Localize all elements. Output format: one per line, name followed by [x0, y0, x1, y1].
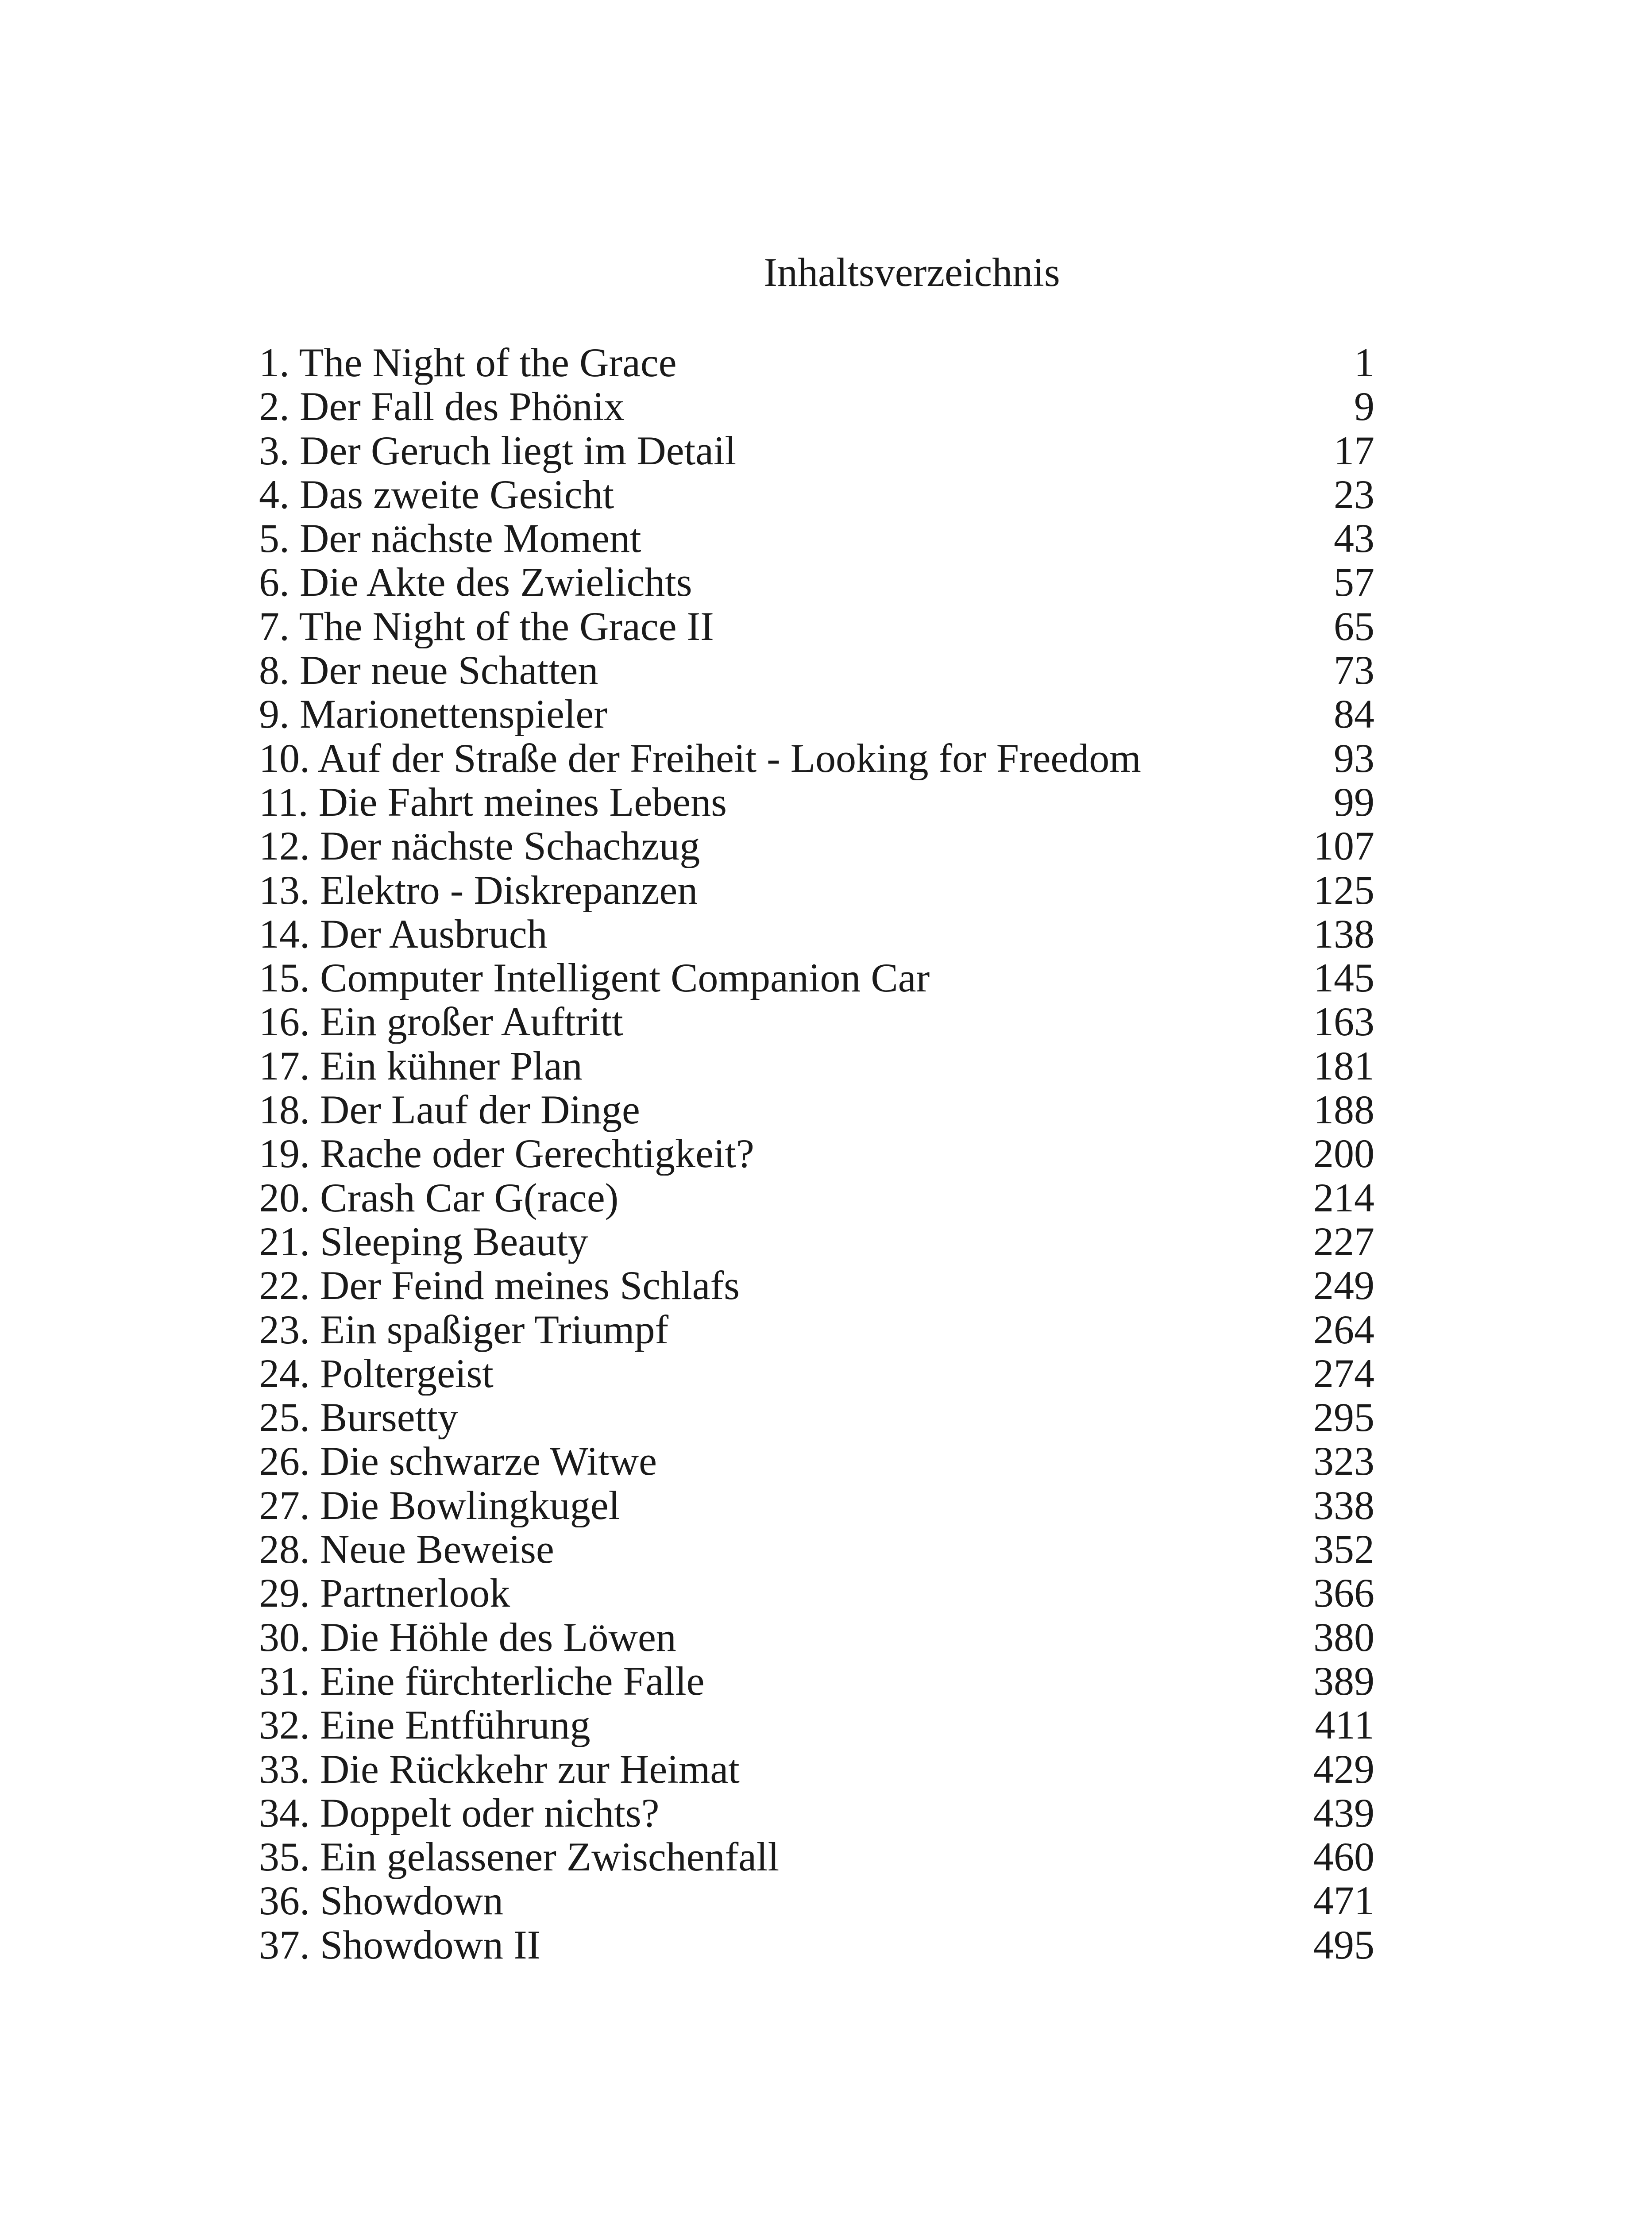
toc-entry-title: 4. Das zweite Gesicht — [259, 472, 614, 517]
toc-entry-page-number: 188 — [1313, 1087, 1374, 1133]
toc-entry — [259, 692, 1374, 736]
toc-entry — [259, 1176, 1374, 1220]
toc-entry — [259, 1396, 1374, 1439]
toc-entry-title: 11. Die Fahrt meines Lebens — [259, 780, 727, 824]
toc-entry-page-number: 439 — [1313, 1790, 1374, 1835]
toc-entry — [259, 1484, 1374, 1527]
toc-entry — [259, 1659, 1374, 1703]
toc-entry-page-number: 125 — [1313, 867, 1374, 913]
toc-entry-title: 7. The Night of the Grace II — [259, 604, 714, 648]
toc-entry-title: 6. Die Akte des Zwielichts — [259, 560, 692, 605]
toc-entry-title: 21. Sleeping Beauty — [259, 1219, 588, 1264]
toc-entry-title: 15. Computer Intelligent Companion Car — [259, 956, 930, 1000]
toc-entry-page-number: 214 — [1313, 1175, 1374, 1220]
toc-entry-title: 23. Ein spaßiger Triumpf — [259, 1307, 669, 1352]
toc-entry-page-number: 429 — [1313, 1746, 1374, 1792]
toc-entry-title: 17. Ein kühner Plan — [259, 1044, 583, 1088]
toc-entry-page-number: 274 — [1313, 1350, 1374, 1396]
toc-entry-page-number: 249 — [1313, 1263, 1374, 1308]
toc-entry — [259, 1044, 1374, 1088]
toc-entry — [259, 1132, 1374, 1176]
toc-entry — [259, 517, 1374, 560]
toc-entry-page-number: 264 — [1313, 1307, 1374, 1352]
toc-entry-title: 29. Partnerlook — [259, 1571, 510, 1615]
toc-entry-page-number: 380 — [1313, 1614, 1374, 1660]
toc-entry-page-number: 323 — [1313, 1438, 1374, 1484]
toc-entry — [259, 1088, 1374, 1132]
toc-entry-title: 34. Doppelt oder nichts? — [259, 1791, 660, 1835]
toc-entry-page-number: 9 — [1354, 384, 1374, 429]
toc-entry — [259, 912, 1374, 956]
toc-entry-page-number: 460 — [1313, 1834, 1374, 1880]
toc-entry-page-number: 138 — [1313, 911, 1374, 956]
toc-entry-page-number: 43 — [1334, 516, 1374, 561]
toc-entry — [259, 560, 1374, 604]
toc-entry-page-number: 163 — [1313, 999, 1374, 1045]
toc-entry-title: 5. Der nächste Moment — [259, 517, 641, 561]
toc-entry-title: 37. Showdown II — [259, 1923, 541, 1967]
toc-entry — [259, 1747, 1374, 1791]
toc-entry — [259, 1835, 1374, 1879]
toc-entry-title: 12. Der nächste Schachzug — [259, 824, 700, 868]
toc-entry-page-number: 389 — [1313, 1658, 1374, 1704]
toc-entry-title: 22. Der Feind meines Schlafs — [259, 1264, 740, 1308]
toc-entry-page-number: 471 — [1313, 1878, 1374, 1924]
toc-entry-page-number: 366 — [1313, 1570, 1374, 1616]
toc-entry — [259, 1439, 1374, 1483]
toc-entry — [259, 1264, 1374, 1307]
toc-entry-page-number: 495 — [1313, 1922, 1374, 1967]
toc-entry-title: 16. Ein großer Auftritt — [259, 1000, 623, 1044]
toc-entry-page-number: 411 — [1315, 1702, 1374, 1748]
toc-entry-title: 18. Der Lauf der Dinge — [259, 1088, 640, 1132]
toc-entry — [259, 1791, 1374, 1835]
toc-entry — [259, 956, 1374, 1000]
toc-entry-title: 32. Eine Entführung — [259, 1703, 591, 1747]
toc-entry-title: 2. Der Fall des Phönix — [259, 385, 625, 429]
toc-entry-page-number: 65 — [1334, 603, 1374, 649]
toc-entry-page-number: 1 — [1354, 340, 1374, 385]
toc-entry-title: 19. Rache oder Gerechtigkeit? — [259, 1132, 754, 1176]
toc-entry-title: 1. The Night of the Grace — [259, 341, 677, 385]
toc-entry — [259, 473, 1374, 517]
toc-entry-page-number: 200 — [1313, 1131, 1374, 1176]
toc-entry — [259, 1879, 1374, 1923]
toc-entry — [259, 824, 1374, 868]
toc-entry-title: 9. Marionettenspieler — [259, 692, 607, 736]
toc-entry-title: 14. Der Ausbruch — [259, 912, 548, 956]
toc-entry — [259, 1615, 1374, 1659]
toc-entry — [259, 648, 1374, 692]
toc-entry-page-number: 338 — [1313, 1482, 1374, 1528]
toc-entry-title: 3. Der Geruch liegt im Detail — [259, 428, 737, 473]
toc-entry-page-number: 107 — [1313, 823, 1374, 869]
toc-heading: Inhaltsverzeichnis — [764, 250, 1060, 295]
toc-entry — [259, 1352, 1374, 1396]
toc-entry — [259, 385, 1374, 428]
toc-entry-title: 36. Showdown — [259, 1879, 504, 1923]
toc-entry-title: 26. Die schwarze Witwe — [259, 1439, 657, 1484]
toc-entry-page-number: 227 — [1313, 1218, 1374, 1264]
toc-entry-page-number: 145 — [1313, 955, 1374, 1001]
toc-entry-page-number: 17 — [1334, 428, 1374, 473]
toc-entry-title: 24. Poltergeist — [259, 1351, 494, 1396]
toc-entry — [259, 1527, 1374, 1571]
toc-entry — [259, 1000, 1374, 1044]
toc-entry — [259, 780, 1374, 824]
toc-entry-page-number: 99 — [1334, 779, 1374, 825]
toc-entry-title: 25. Bursetty — [259, 1396, 458, 1440]
toc-entry — [259, 1703, 1374, 1747]
toc-entry-page-number: 93 — [1334, 735, 1374, 781]
toc-entry — [259, 605, 1374, 648]
toc-entry-page-number: 57 — [1334, 559, 1374, 605]
toc-entry-title: 20. Crash Car G(race) — [259, 1176, 619, 1220]
toc-entry — [259, 1220, 1374, 1264]
toc-entry-page-number: 84 — [1334, 691, 1374, 737]
toc-entry-title: 30. Die Höhle des Löwen — [259, 1615, 676, 1659]
toc-entry — [259, 1923, 1374, 1967]
toc-entry-title: 13. Elektro - Diskrepanzen — [259, 868, 698, 912]
toc-entry — [259, 429, 1374, 473]
toc-entry-page-number: 352 — [1313, 1527, 1374, 1572]
toc-entry-page-number: 23 — [1334, 471, 1374, 517]
toc-entry-title: 8. Der neue Schatten — [259, 648, 598, 693]
toc-entry — [259, 868, 1374, 912]
toc-entry-title: 35. Ein gelassener Zwischenfall — [259, 1835, 780, 1879]
toc-entry-page-number: 73 — [1334, 648, 1374, 693]
toc-list — [259, 341, 1374, 1967]
toc-entry — [259, 1308, 1374, 1352]
toc-entry-title: 31. Eine fürchterliche Falle — [259, 1659, 705, 1703]
toc-entry-title: 10. Auf der Straße der Freiheit - Looking for Freedom — [259, 736, 1141, 780]
toc-entry-title: 33. Die Rückkehr zur Heimat — [259, 1747, 740, 1791]
toc-entry-page-number: 295 — [1313, 1395, 1374, 1440]
toc-entry — [259, 1571, 1374, 1615]
toc-entry-page-number: 181 — [1313, 1043, 1374, 1088]
toc-entry — [259, 341, 1374, 385]
toc-entry — [259, 736, 1374, 780]
toc-entry-title: 27. Die Bowlingkugel — [259, 1483, 620, 1527]
toc-entry-title: 28. Neue Beweise — [259, 1527, 554, 1572]
